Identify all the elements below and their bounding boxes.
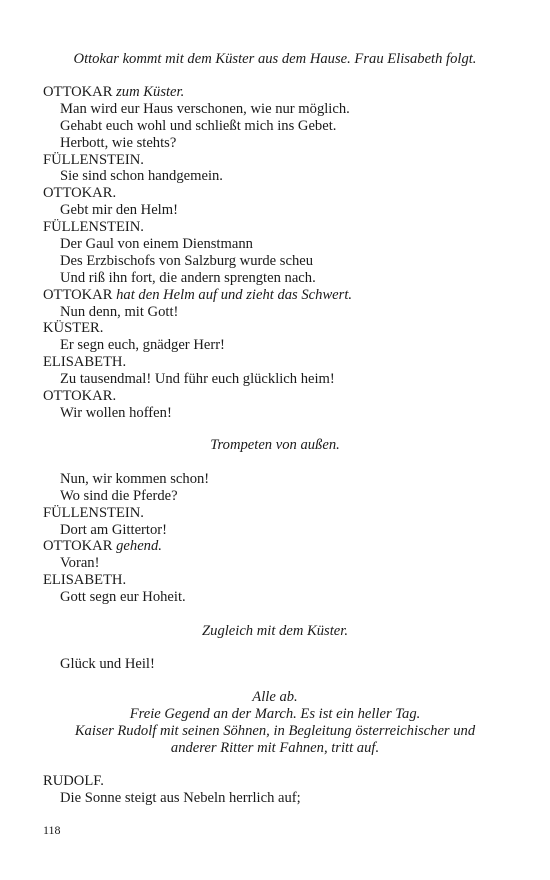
speaker-name: RUDOLF.	[43, 773, 104, 789]
speaker-name: OTTOKAR	[43, 84, 113, 100]
speaker-name: FÜLLENSTEIN.	[43, 219, 144, 235]
verse-line: Herbott, wie stehts?	[60, 135, 177, 151]
scene-heading: Kaiser Rudolf mit seinen Söhnen, in Begleitung österreichischer und	[74, 723, 476, 739]
speaker-name: OTTOKAR.	[43, 185, 117, 201]
verse-line: Zu tausendmal! Und führ euch glücklich heim!	[60, 371, 335, 387]
page-number: 118	[43, 823, 61, 837]
verse-line: Er segn euch, gnädger Herr!	[60, 337, 225, 353]
speaker-name: FÜLLENSTEIN.	[43, 505, 144, 521]
verse-line: Gehabt euch wohl und schließt mich ins Gebet.	[60, 118, 337, 134]
verse-line: Des Erzbischofs von Salzburg wurde scheu	[60, 253, 314, 269]
verse-line: Voran!	[60, 555, 100, 571]
verse-line: Dort am Gittertor!	[60, 522, 167, 538]
scene-heading: anderer Ritter mit Fahnen, tritt auf.	[170, 740, 380, 756]
verse-line: Sie sind schon handgemein.	[60, 168, 223, 184]
speaker-direction: zum Küster.	[116, 84, 185, 100]
speaker-name: ELISABETH.	[43, 572, 127, 588]
speaker-line	[43, 84, 184, 101]
verse-line: Wir wollen hoffen!	[60, 405, 172, 421]
speaker-name: OTTOKAR	[43, 538, 113, 554]
verse-line: Und riß ihn fort, die andern sprengten nach.	[60, 270, 316, 286]
stage-direction: Alle ab.	[252, 689, 298, 705]
verse-line: Der Gaul von einem Dienstmann	[60, 236, 253, 252]
scene-heading: Freie Gegend an der March. Es ist ein heller Tag.	[129, 706, 421, 722]
verse-line: Gott segn eur Hoheit.	[60, 589, 186, 605]
speaker-name: ELISABETH.	[43, 354, 127, 370]
stage-direction: Zugleich mit dem Küster.	[202, 623, 348, 639]
speaker-direction: hat den Helm auf und zieht das Schwert.	[116, 287, 353, 303]
speaker-name: FÜLLENSTEIN.	[43, 152, 144, 168]
verse-line: Die Sonne steigt aus Nebeln herrlich auf;	[60, 790, 301, 806]
speaker-name: KÜSTER.	[43, 320, 104, 336]
stage-direction: Ottokar kommt mit dem Küster aus dem Hause. Frau Elisabeth folgt.	[73, 51, 477, 67]
speaker-name: OTTOKAR	[43, 287, 113, 303]
verse-line: Wo sind die Pferde?	[60, 488, 178, 504]
speaker-line	[43, 538, 162, 555]
speaker-name: OTTOKAR.	[43, 388, 117, 404]
verse-line: Nun denn, mit Gott!	[60, 304, 179, 320]
verse-line: Nun, wir kommen schon!	[60, 471, 210, 487]
verse-line: Gebt mir den Helm!	[60, 202, 178, 218]
speaker-line	[43, 287, 352, 304]
verse-line: Glück und Heil!	[60, 656, 155, 672]
stage-direction: Trompeten von außen.	[210, 437, 340, 453]
verse-line: Man wird eur Haus verschonen, wie nur möglich.	[60, 101, 350, 117]
speaker-direction: gehend.	[116, 538, 162, 554]
